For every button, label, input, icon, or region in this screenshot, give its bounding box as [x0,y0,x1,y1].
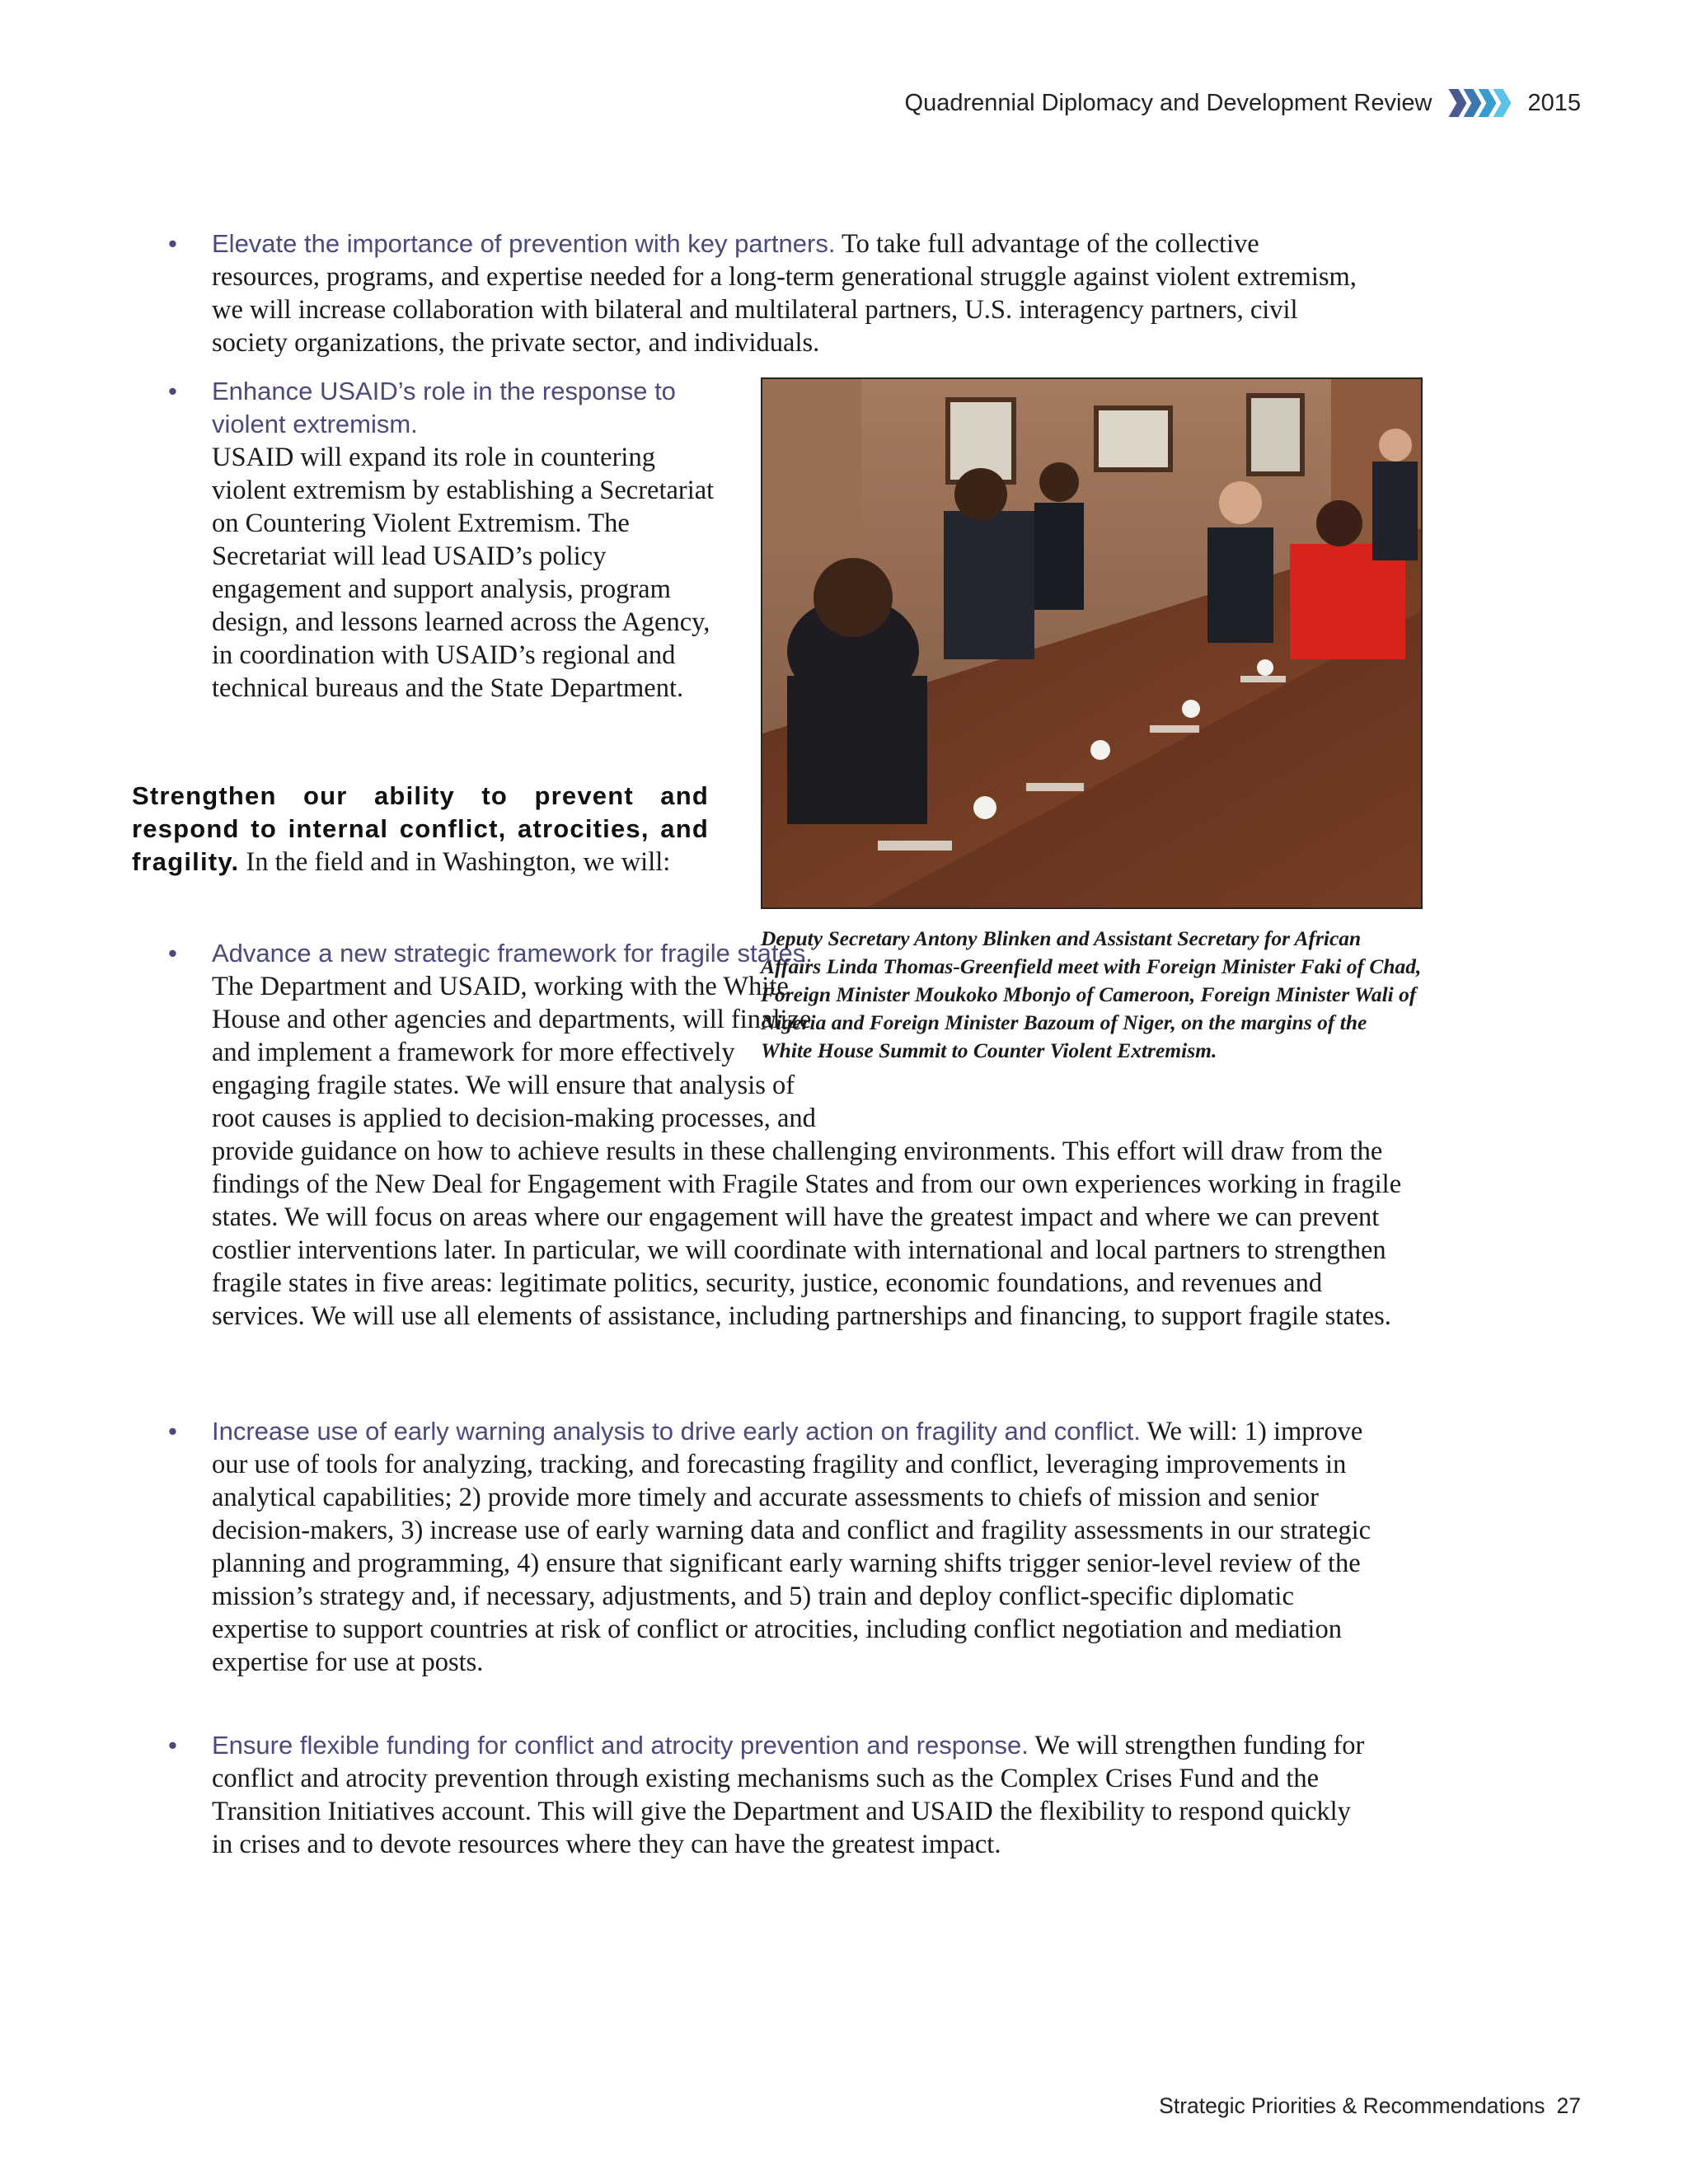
bullet-usaid-role [168,375,725,705]
bullet-icon: • [168,939,177,968]
running-header [905,89,1581,117]
running-footer [1159,2093,1581,2119]
meeting-photo [761,377,1423,909]
bullet-lead: Increase use of early warning analysis to drive early action on fragility and conflict. [212,1417,1141,1446]
report-year: 2015 [1527,89,1581,116]
bullet-icon: • [168,229,177,258]
bullet-body: To take full advantage of the collective resources, programs, and expertise needed for a long-term generational struggle against violent extremism, we will increase collaboration with bilateral and multilateral partners, U.S. interagency partners, civil society organizations, the private sector, and individuals. [212,229,1357,358]
bullet-icon: • [168,377,177,405]
bullet-lead: Ensure flexible funding for conflict and atrocity prevention and response. [212,1731,1029,1760]
bullet-lead: Enhance USAID’s role in the response to violent extremism. [212,377,676,438]
report-title: Quadrennial Diplomacy and Development Review [904,89,1432,116]
bullet-lead: Advance a new strategic framework for fragile states. [212,939,813,968]
bullet-body: We will: 1) improve our use of tools for analyzing, tracking, and forecasting fragility and conflict, leveraging improvements in analytical capabilities; 2) provide more timely and accurate assessments to chiefs of mission and senior decision-makers, 3) increase use of early warning data and conflict and fragility assessments in our strategic planning and programming, 4) ensure that significant early warning shifts trigger senior-level review of the mission’s strategy and, if necessary, adjustments, and 5) train and deploy conflict-specific diplomatic expertise to support countries at risk of conflict or atrocities, including conflict negotiation and mediation expertise for use at posts. [212,1417,1372,1677]
section-text: In the field and in Washington, we will: [239,847,671,877]
bullet-body: We will strengthen funding for conflict and atrocity prevention through existing mechanisms such as the Complex Crises Fund and the Transition Initiatives account. This will give the Department and USAID the flexibility to respond quickly in crises and to devote resources where they can have the greatest impact. [212,1731,1365,1859]
bullet-lead: Elevate the importance of prevention with key partners. [212,229,836,258]
bullet-flexible-funding [168,1729,1376,1861]
chevron-arrows-icon [1448,89,1511,117]
bullet-prevention-partners [168,227,1360,359]
section-intro [132,780,709,879]
photo-caption: Deputy Secretary Antony Blinken and Assistant Secretary for African Affairs Linda Thomas-Greenfield meet with Foreign Minister Faki of Chad, Foreign Minister Moukoko Mbonjo of Cameroon, Foreign Minister Wali of Nigeria and Foreign Minister Bazoum of Niger, on the margins of the White House Summit to Counter Violent Extremism. [761,926,1422,1062]
bullet-fragile-states [168,937,1409,1333]
bullet-icon: • [168,1731,177,1760]
bullet-icon: • [168,1417,177,1446]
bullet-early-warning [168,1415,1385,1679]
page-number: 27 [1556,2093,1581,2118]
footer-section-title: Strategic Priorities & Recommendations [1159,2093,1545,2118]
bullet-body: USAID will expand its role in countering violent extremism by establishing a Secretariat on Countering Violent Extremism. The Secretariat will lead USAID’s policy engagement and support analysis, program design, and lessons learned across the Agency, in coordination with USAID’s regional and technical bureaus and the State Department. [212,443,715,703]
section-heading: Strengthen our ability to prevent and respond to internal conflict, atrocities, and fragility. [132,781,709,876]
bullet-body: The Department and USAID, working with the White House and other agencies and departments, will finalize and implement a framework for more effectively engaging fragile states. We will ensure that analysis of root causes is applied to decision-making processes, and provide guidance on how to achieve results in these challenging environments. This effort will draw from the findings of the New Deal for Engagement with Fragile States and from our own experiences working in fragile states. We will focus on areas where our engagement will have the greatest impact and where we can prevent costlier interventions later. In particular, we will coordinate with international and local partners to strengthen fragile states in five areas: legitimate politics, security, justice, economic foundations, and revenues and services. We will use all elements of assistance, including partnerships and financing, to support fragile states. [212,972,1402,1331]
